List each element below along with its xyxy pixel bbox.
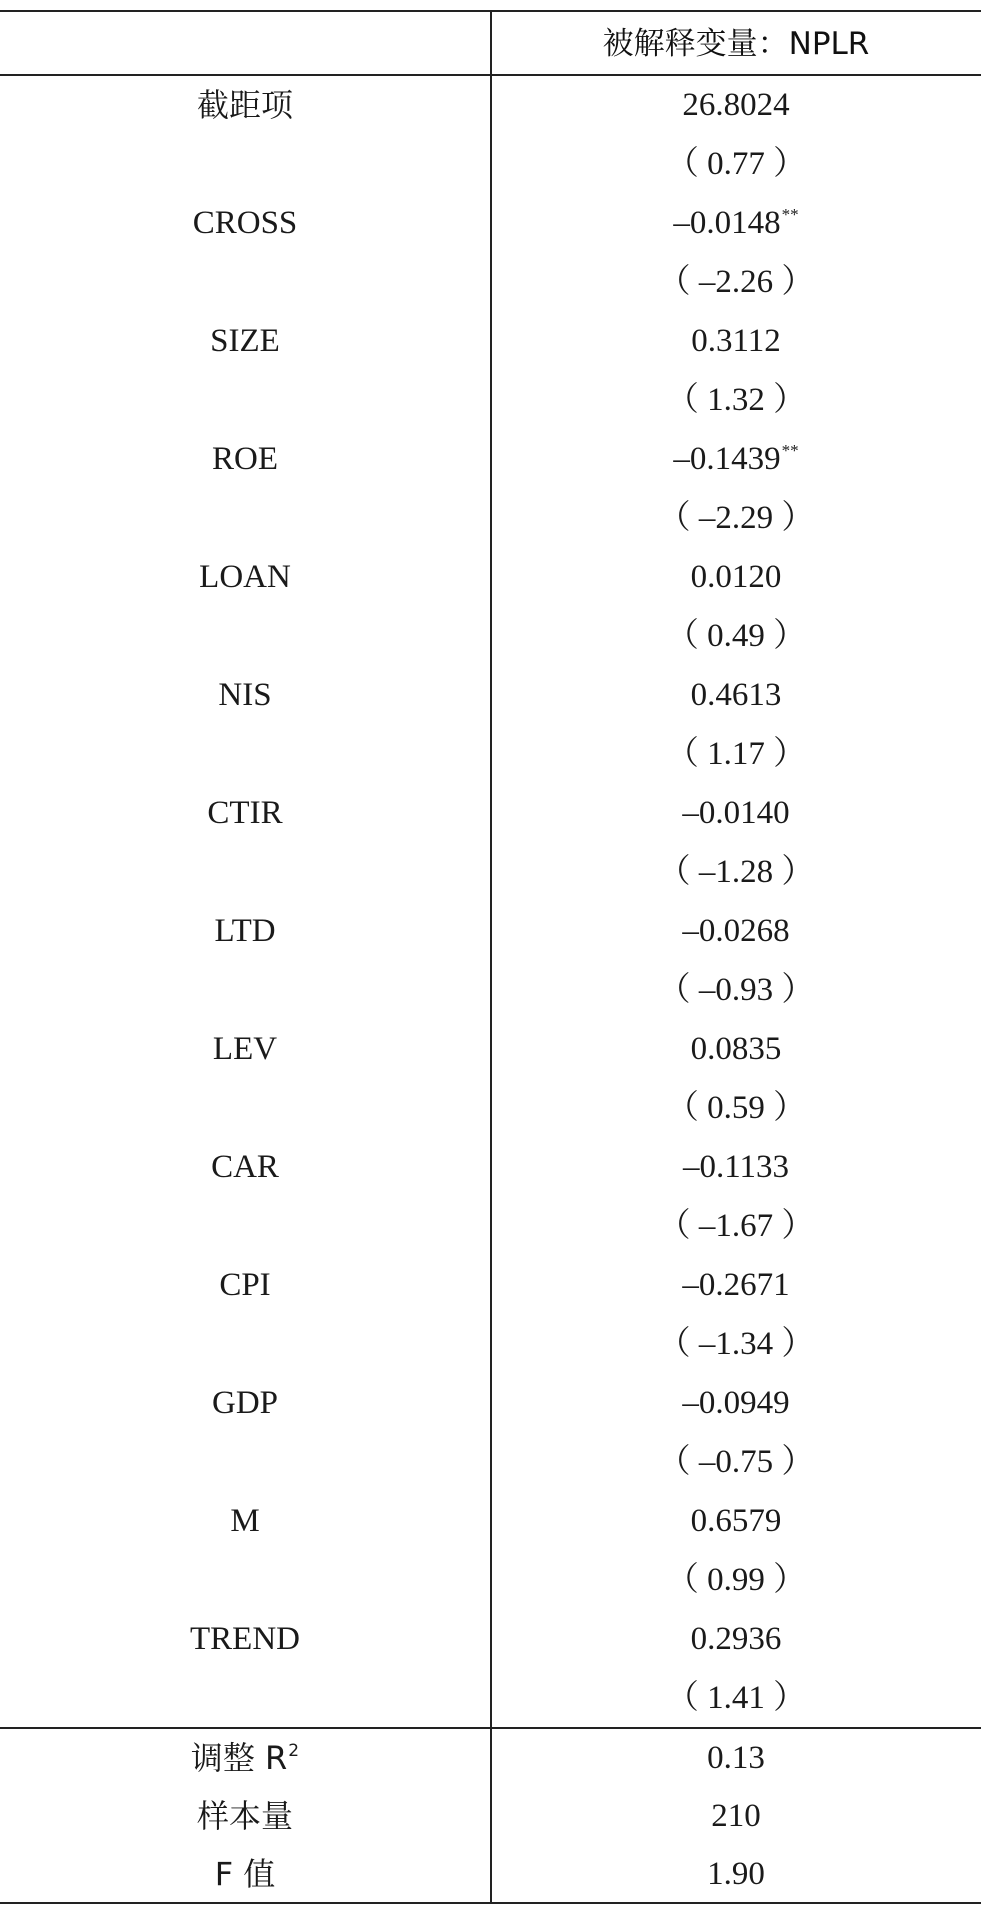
table-row [0,430,981,489]
significance-stars: ** [781,441,799,460]
coefficient-value: 0.2936 [690,1621,782,1657]
variable-label: SIZE [210,323,280,359]
variable-label: 截距项 [196,86,293,124]
coefficient-cell [491,548,981,607]
table-row [0,135,981,194]
coefficient-value: 26.8024 [682,87,790,123]
table-row [0,1315,981,1374]
table-row [0,961,981,1020]
variable-label: LTD [214,913,276,949]
table-row [0,843,981,902]
table-row [0,1669,981,1728]
variable-label: CPI [219,1267,271,1303]
coefficient-cell [491,1256,981,1315]
coefficient-cell [491,430,981,489]
table-row [0,1610,981,1669]
variable-label: M [230,1503,260,1539]
variable-label: TREND [190,1621,300,1657]
stats-row [0,1787,981,1845]
significance-stars: ** [781,205,799,224]
table-row [0,1492,981,1551]
t-statistic: （ 0.59 ） [665,1090,807,1126]
t-statistic: （ –0.75 ） [657,1444,815,1480]
stat-label [0,1787,490,1845]
variable-label: GDP [211,1385,279,1421]
t-statistic: （ 1.41 ） [665,1680,807,1716]
table-row [0,1374,981,1433]
t-statistic: （ 0.77 ） [665,146,807,182]
stat-label [0,1729,490,1787]
stat-value: 1.90 [707,1856,765,1892]
t-statistic: （ –0.93 ） [657,972,815,1008]
variable-label: CROSS [192,205,298,241]
coefficient-value: 0.4613 [690,677,782,713]
variable-label: CAR [211,1149,279,1185]
coefficient-cell [491,76,981,135]
variable-label: NIS [218,677,272,713]
table-row [0,666,981,725]
coefficient-cell [491,666,981,725]
t-statistic: （ 0.99 ） [665,1562,807,1598]
coefficient-cell [491,312,981,371]
t-statistic: （ –1.34 ） [657,1326,815,1362]
coefficient-value: –0.2671 [682,1267,790,1303]
coefficient-value: 0.0120 [690,559,782,595]
stats-row [0,1729,981,1787]
table-row [0,607,981,666]
t-statistic: （ 1.17 ） [665,736,807,772]
stat-value: 210 [711,1798,761,1834]
coefficient-cell [491,1020,981,1079]
t-statistic: （ 1.32 ） [665,382,807,418]
table-row [0,76,981,135]
table-row [0,725,981,784]
coefficient-value: –0.0268 [682,913,790,949]
table-row [0,1079,981,1138]
table-row [0,1138,981,1197]
table-row [0,1020,981,1079]
t-statistic: （ 0.49 ） [665,618,807,654]
coefficient-value: –0.0949 [682,1385,790,1421]
coefficient-rows [0,76,981,1728]
coefficient-cell [491,1610,981,1669]
stat-value: 0.13 [707,1740,765,1776]
table-row [0,489,981,548]
stat-label-text: 样本量 [196,1797,293,1835]
t-statistic: （ –2.29 ） [657,500,815,536]
variable-label: LEV [212,1031,278,1067]
t-statistic: （ –2.26 ） [657,264,815,300]
coefficient-cell [491,1374,981,1433]
variable-label: CTIR [207,795,283,831]
header-dependent-variable: 被解释变量：NPLR [602,26,870,62]
table-row [0,548,981,607]
table-row [0,1256,981,1315]
header-variable-column [0,14,490,74]
table-row [0,371,981,430]
coefficient-value: –0.0140 [682,795,790,831]
table-row [0,902,981,961]
coefficient-value: 0.6579 [690,1503,782,1539]
table-row [0,194,981,253]
table-row [0,253,981,312]
t-statistic: （ –1.28 ） [657,854,815,890]
table-row [0,1197,981,1256]
stat-label-text: F 值 [214,1855,276,1893]
summary-stats [0,1729,981,1903]
coefficient-value: –0.1133 [682,1149,790,1185]
coefficient-cell [491,1492,981,1551]
coefficient-value: –0.1439 [673,441,781,477]
coefficient-value: 0.3112 [691,323,781,359]
stat-label [0,1845,490,1903]
coefficient-cell [491,784,981,843]
coefficient-cell [491,194,981,253]
table-row [0,1551,981,1610]
stats-row [0,1845,981,1903]
coefficient-cell [491,902,981,961]
coefficient-cell [491,1138,981,1197]
stat-label-superscript: 2 [288,1741,300,1761]
coefficient-value: –0.0148 [673,205,781,241]
table-row [0,312,981,371]
t-statistic: （ –1.67 ） [657,1208,815,1244]
coefficient-value: 0.0835 [690,1031,782,1067]
table-row [0,784,981,843]
variable-label: ROE [212,441,278,477]
variable-label: LOAN [199,559,291,595]
table-row [0,1433,981,1492]
stat-label-text: 调整 R [190,1739,288,1777]
